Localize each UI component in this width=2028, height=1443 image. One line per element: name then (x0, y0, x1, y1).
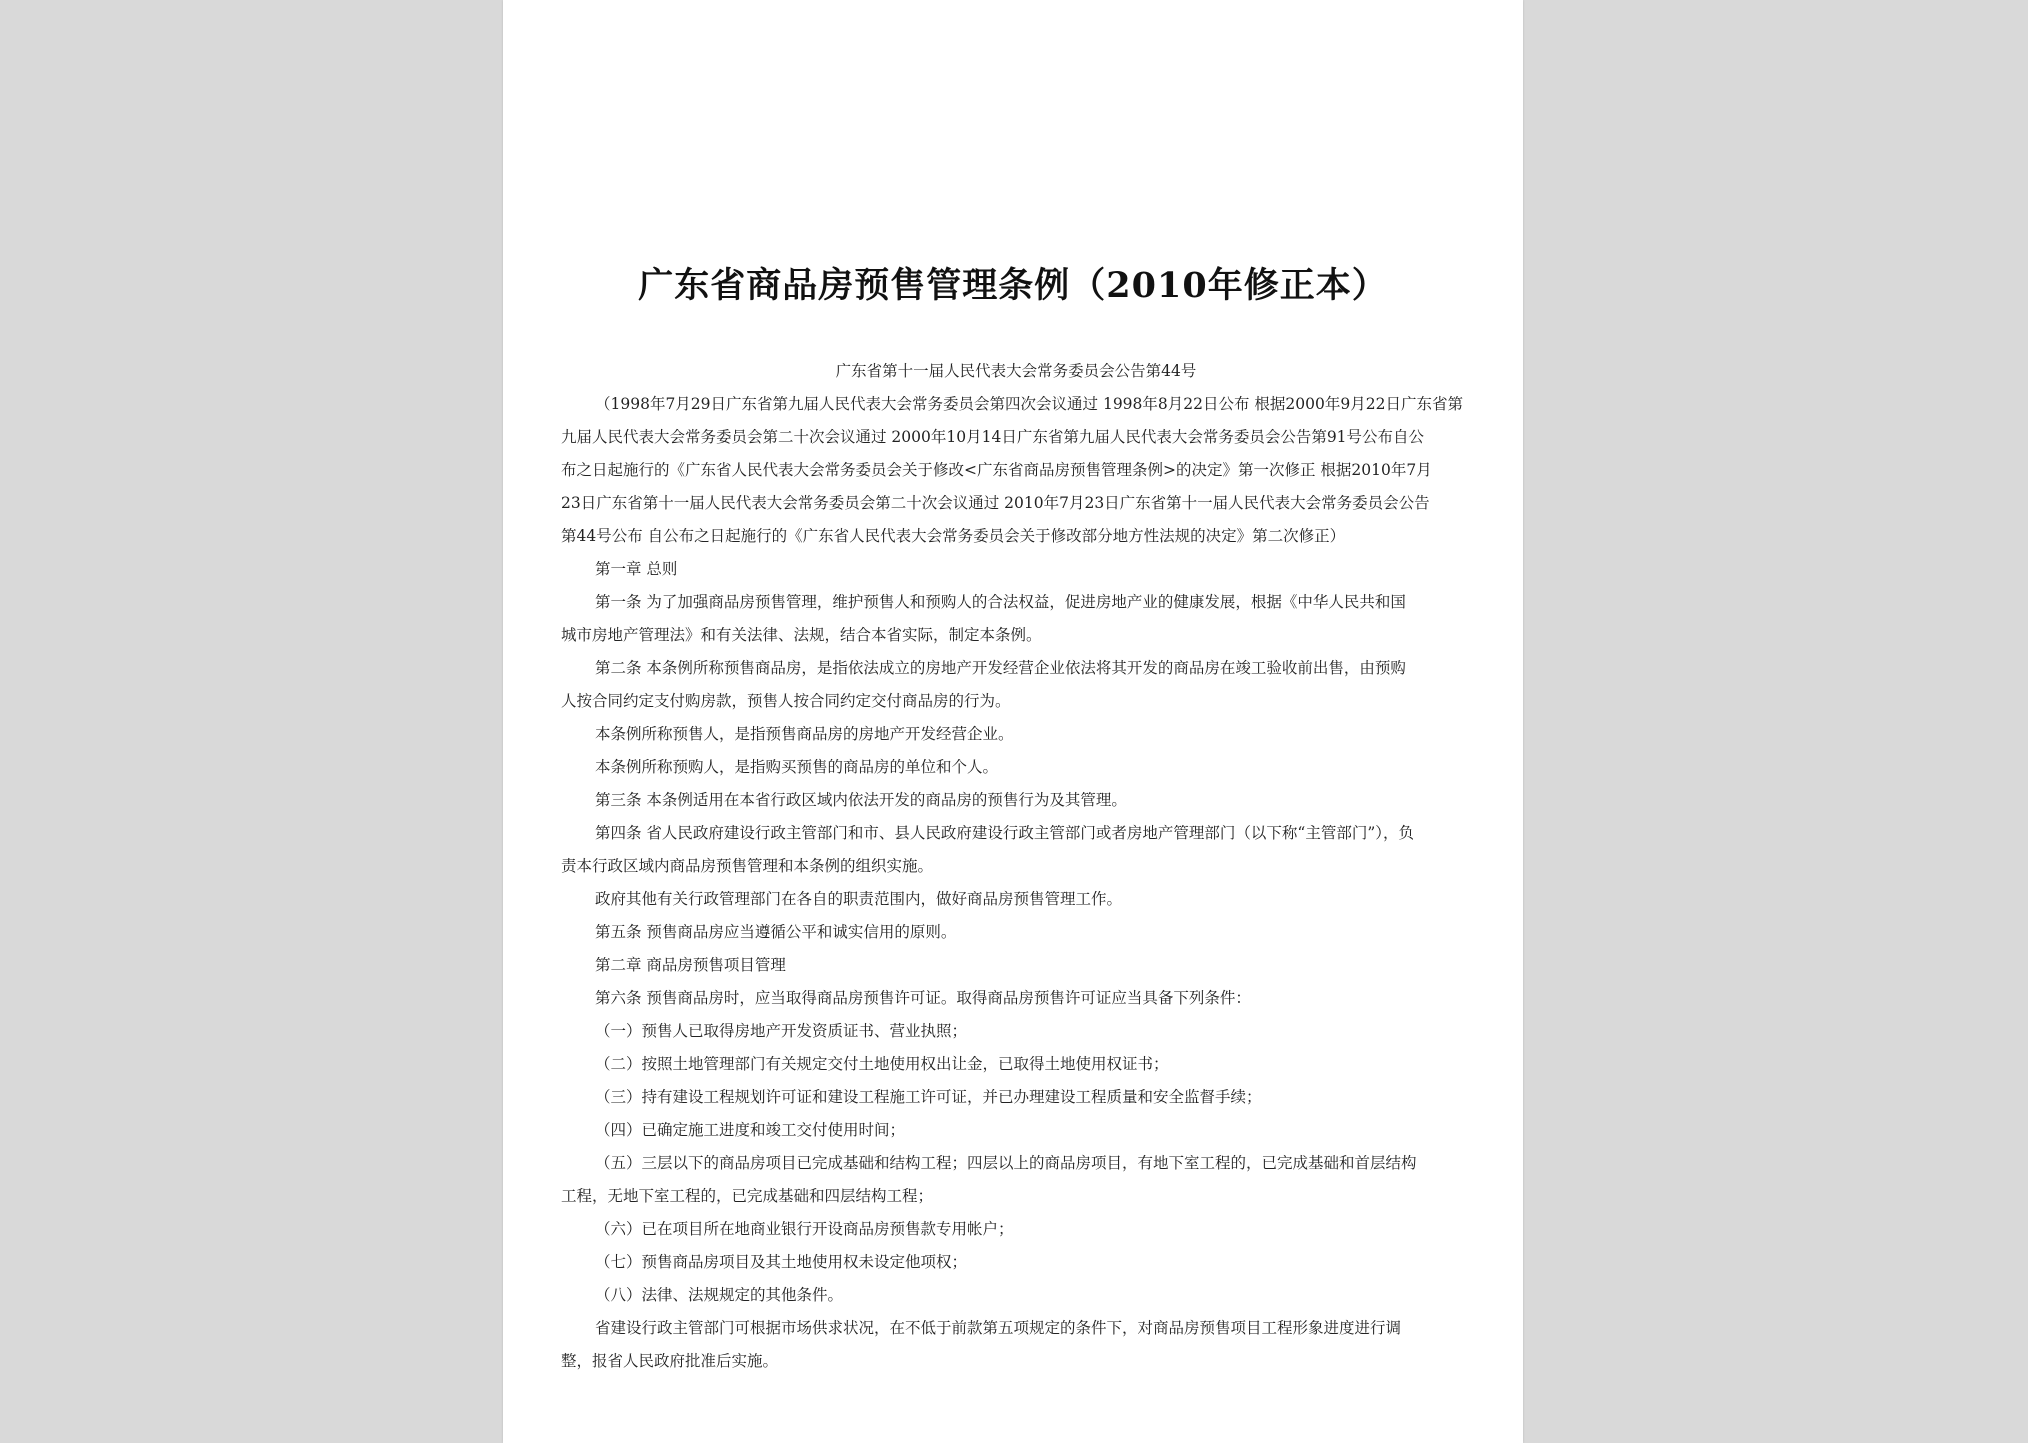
body-line: 第六条 预售商品房时，应当取得商品房预售许可证。取得商品房预售许可证应当具备下列条件： (595, 989, 1251, 1007)
body-line: （六）已在项目所在地商业银行开设商品房预售款专用帐户； (595, 1220, 1014, 1238)
body-line: 工程，无地下室工程的，已完成基础和四层结构工程； (561, 1187, 934, 1205)
body-line: 整，报省人民政府批准后实施。 (561, 1352, 779, 1370)
body-line: 第四条 省人民政府建设行政主管部门和市、县人民政府建设行政主管部门或者房地产管理部门（以下称“主管部门”），负 (595, 824, 1415, 842)
body-line: （1998年7月29日广东省第九届人民代表大会常务委员会第四次会议通过 1998年8月22日公布 根据2000年9月22日广东省第 (595, 395, 1463, 413)
document-title: 广东省商品房预售管理条例（2010年修正本） (638, 265, 1388, 306)
body-line: （八）法律、法规规定的其他条件。 (595, 1286, 844, 1304)
body-line: （二）按照土地管理部门有关规定交付土地使用权出让金，已取得土地使用权证书； (595, 1055, 1169, 1073)
document-body (561, 355, 1471, 1378)
body-line: 本条例所称预购人，是指购买预售的商品房的单位和个人。 (595, 758, 999, 776)
body-line: 责本行政区域内商品房预售管理和本条例的组织实施。 (561, 857, 934, 875)
body-line: 第一条 为了加强商品房预售管理，维护预售人和预购人的合法权益，促进房地产业的健康发展，根据《中华人民共和国 (595, 593, 1406, 611)
body-line: （四）已确定施工进度和竣工交付使用时间； (595, 1121, 906, 1139)
body-line: （一）预售人已取得房地产开发资质证书、营业执照； (595, 1022, 968, 1040)
body-line: 九届人民代表大会常务委员会第二十次会议通过 2000年10月14日广东省第九届人民代表大会常务委员会公告第91号公布自公 (561, 428, 1425, 446)
body-line: （七）预售商品房项目及其土地使用权未设定他项权； (595, 1253, 968, 1271)
body-line: 第44号公布 自公布之日起施行的《广东省人民代表大会常务委员会关于修改部分地方性法规的决定》第二次修正） (561, 527, 1346, 545)
body-line: 城市房地产管理法》和有关法律、法规，结合本省实际，制定本条例。 (561, 626, 1042, 644)
body-line: 省建设行政主管部门可根据市场供求状况，在不低于前款第五项规定的条件下，对商品房预售项目工程形象进度进行调 (595, 1319, 1402, 1337)
body-line: 本条例所称预售人，是指预售商品房的房地产开发经营企业。 (595, 725, 1014, 743)
body-line: （三）持有建设工程规划许可证和建设工程施工许可证，并已办理建设工程质量和安全监督手续； (595, 1088, 1262, 1106)
body-line: 23日广东省第十一届人民代表大会常务委员会第二十次会议通过 2010年7月23日广东省第十一届人民代表大会常务委员会公告 (561, 494, 1430, 512)
body-line: 第三条 本条例适用在本省行政区域内依法开发的商品房的预售行为及其管理。 (595, 791, 1127, 809)
body-line: 第一章 总则 (595, 560, 678, 578)
announcement-line: 广东省第十一届人民代表大会常务委员会公告第44号 (835, 362, 1197, 380)
body-line: （五）三层以下的商品房项目已完成基础和结构工程；四层以上的商品房项目，有地下室工程的，已完成基础和首层结构 (595, 1154, 1417, 1172)
body-line: 人按合同约定支付购房款，预售人按合同约定交付商品房的行为。 (561, 692, 1011, 710)
document-page (503, 0, 1523, 1443)
body-line: 第二条 本条例所称预售商品房，是指依法成立的房地产开发经营企业依法将其开发的商品房在竣工验收前出售，由预购 (595, 659, 1406, 677)
body-line: 政府其他有关行政管理部门在各自的职责范围内，做好商品房预售管理工作。 (595, 890, 1123, 908)
body-line: 第二章 商品房预售项目管理 (595, 956, 786, 974)
body-line: 第五条 预售商品房应当遵循公平和诚实信用的原则。 (595, 923, 957, 941)
body-line: 布之日起施行的《广东省人民代表大会常务委员会关于修改<广东省商品房预售管理条例>的决定》第一次修正 根据2010年7月 (561, 461, 1432, 479)
